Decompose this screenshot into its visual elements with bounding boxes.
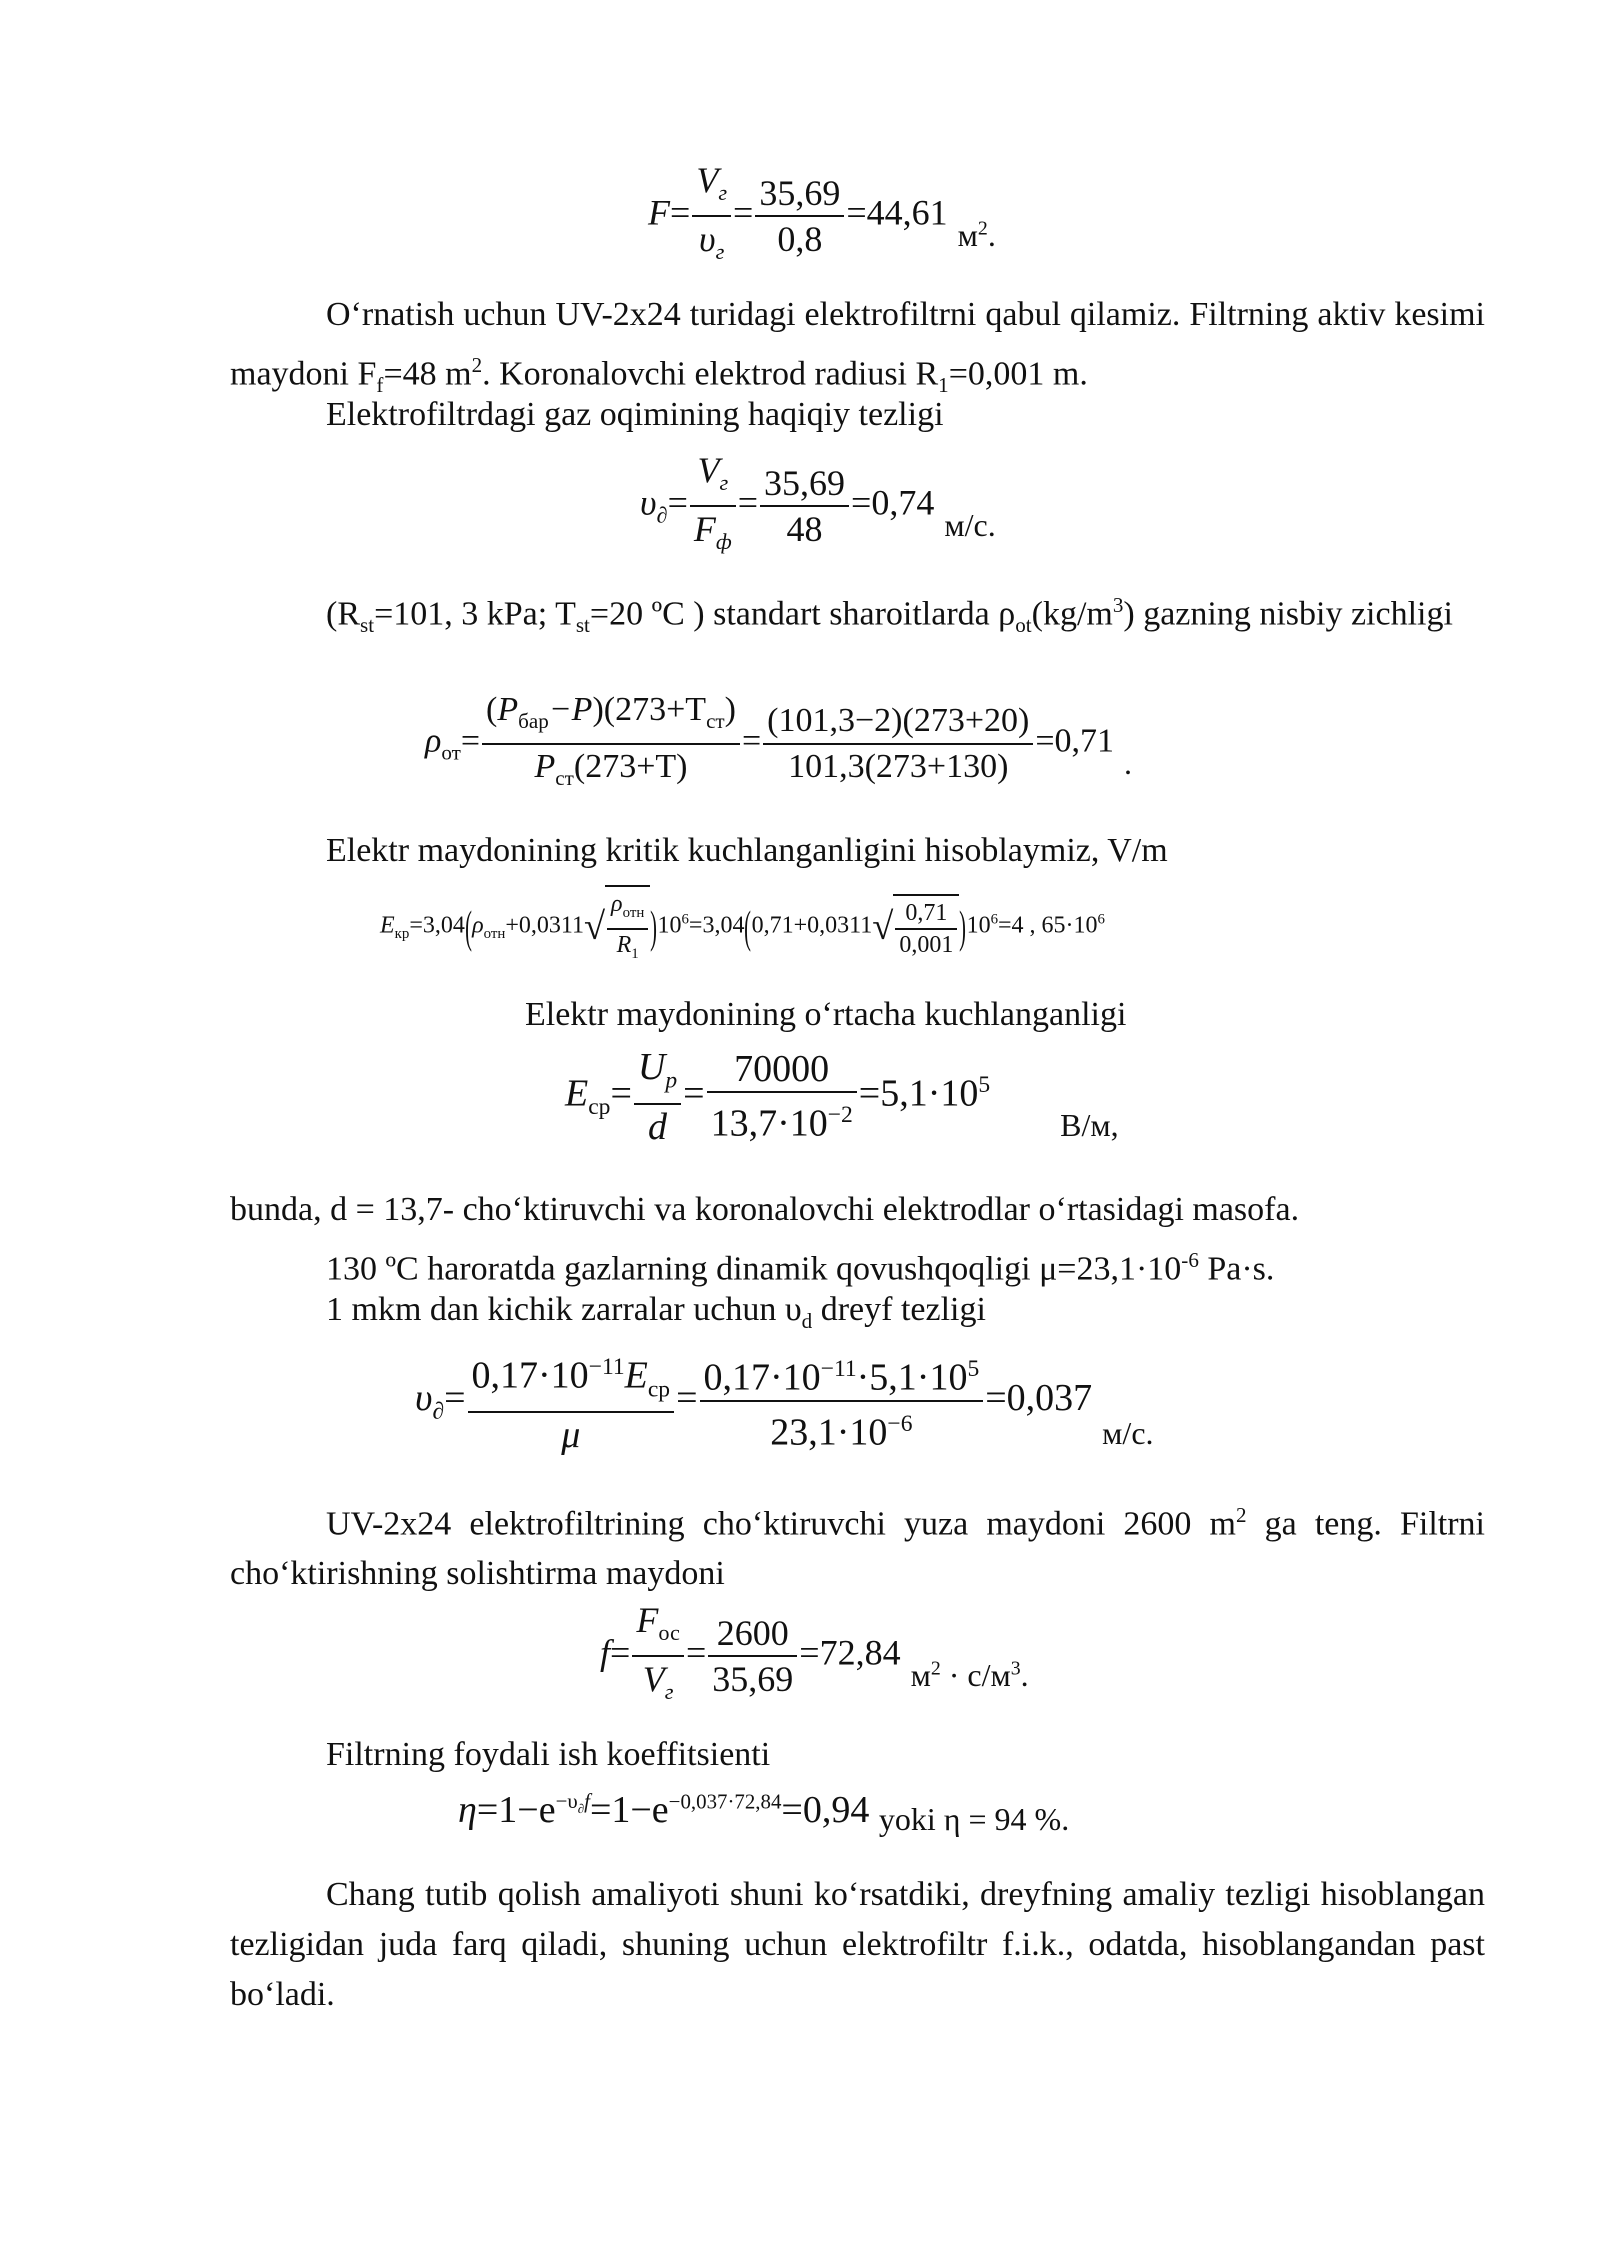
formula-critical-field: $E_{кр}=3,04(\rho_{отн}+0,0311√$ $\frac{\rho_{отн}}{R_1}$ )$10^6=3,04(0,71+0,0311√$ $\frac{0,71}{0,001}$ )$10^6=4$ , $65\cdot 10^6$ — [380, 885, 1105, 969]
formula-unit — [911, 1657, 1029, 1693]
text: =101, 3 kPa; T — [374, 595, 576, 633]
frac-num-value: 2600 — [708, 1611, 797, 1657]
formula-result: 72,84 — [819, 1632, 901, 1673]
text: 1 mkm dan kichik zarralar uchun υ — [326, 1291, 802, 1328]
plus-term: +0,0311 — [505, 912, 584, 939]
frac-den-value: 0,8 — [777, 219, 823, 260]
den-p-sub: ст — [555, 765, 574, 790]
rho-sub: отн — [483, 926, 506, 943]
paragraph-drift — [230, 1285, 1485, 1346]
frac-den-value: 35,69 — [712, 1659, 794, 1700]
frac-num-sup: −11 — [588, 1354, 625, 1380]
frac-den: F — [693, 509, 716, 550]
frac-den-sup: −2 — [827, 1102, 853, 1129]
formula-unit — [958, 217, 996, 253]
unit-sup: 3 — [1010, 1657, 1021, 1680]
frac-den: μ — [561, 1414, 581, 1457]
pow: 10 — [657, 912, 682, 939]
formula-density: $\rho_{от}=$ $\frac{(P_{бар}-P)(273+T_{ст})}{P_{ст}(273+T)}$ = $\frac{(101,3-2)(273+20)}{101,3(273+130)}$ =0,71. — [425, 688, 1132, 800]
text: Elektr maydonining o‘rtacha kuchlanganligi — [525, 996, 1127, 1033]
formula-result: 5,1·10 — [880, 1072, 979, 1115]
paragraph-average-field — [525, 990, 1225, 1040]
sub: d — [801, 1308, 813, 1333]
sub: st — [575, 613, 590, 638]
text: O‘rnatish uchun UV-2x24 turidagi elektrofiltrni qabul qilamiz. Filtrning aktiv kesimi maydoni F — [230, 296, 1485, 393]
frac-num: V — [696, 160, 719, 200]
formula-lhs: E — [565, 1072, 589, 1115]
formula-result: 0,71 — [1054, 722, 1115, 760]
formula-drift-velocity: $\upsilon_\partial=$ $\frac{0,17\cdot 10^{-11}E_{ср}}{\mu}$ = $\frac{0,17\cdot 10^{-11}\cdot 5,1\cdot 10^5}{23,1\cdot 10^{-6}}$ $=0,037_{м/с.}$ — [415, 1345, 1154, 1457]
frac-den-value: 48 — [786, 509, 823, 550]
frac-num: 0,17·10 — [471, 1354, 589, 1397]
formula-lhs-sub: от — [441, 740, 461, 765]
text: =0,001 m. — [948, 355, 1088, 393]
num-273: 273+T — [615, 691, 707, 728]
unit-rest: · с/м — [940, 1657, 1011, 1694]
paragraph-conclusion — [230, 1870, 1485, 2020]
formula-lhs-sub: кр — [394, 926, 410, 943]
formula-unit: м/с. — [1102, 1414, 1154, 1451]
text: Chang tutib qolish amaliyoti shuni ko‘rsatdiki, dreyfning amaliy tezligi hisoblangan tezligidan juda farq qiladi, shuning uchun elektrofiltr f.i.k., odatda, hisoblangandan past bo‘ladi. — [230, 1876, 1485, 2013]
formula-unit: м/с. — [944, 507, 996, 544]
sup: 3 — [1112, 593, 1124, 617]
frac-num-e: E — [624, 1354, 648, 1397]
sub: st — [360, 613, 375, 638]
formula-lhs: E — [380, 912, 395, 939]
text: ga teng. Filtrni cho‘ktirishning solishtirma maydoni — [230, 1505, 1485, 1593]
formula-lhs-sub: ∂ — [432, 1398, 445, 1425]
sqrt-num: ρ — [611, 891, 623, 917]
unit-end: . — [1020, 1657, 1029, 1694]
unit-sup: 2 — [930, 1657, 941, 1680]
exp-part: −υ — [555, 1789, 578, 1814]
frac-den-sub: г — [664, 1679, 674, 1705]
text: . Koronalovchi elektrod radiusi R — [482, 355, 939, 393]
formula-lhs-sub: ср — [588, 1094, 611, 1121]
frac-num: F — [636, 1600, 659, 1640]
text: 130 ºC haroratda gazlarning dinamik qovushqoqligi μ=23,1·10 — [326, 1250, 1182, 1288]
sup: 2 — [1235, 1503, 1247, 1527]
sqrt-num-sub: отн — [622, 904, 645, 921]
text: ) gazning nisbiy zichligi — [1123, 595, 1453, 633]
formula-lhs: F — [648, 192, 670, 233]
pow-sup: 6 — [681, 911, 689, 928]
frac-num-sub: р — [665, 1067, 678, 1094]
frac-num-sup: −11 — [820, 1356, 857, 1383]
sup: 2 — [471, 353, 483, 377]
unit-text: м — [957, 217, 978, 254]
frac-den: V — [642, 1659, 665, 1700]
formula-efficiency — [458, 1788, 1070, 1837]
text: bunda, d = 13,7- cho‘ktiruvchi va koronalovchi elektrodlar o‘rtasidagi masofa. — [230, 1191, 1300, 1228]
frac-num-e-sub: ср — [647, 1376, 671, 1403]
formula-average-field: $E_{ср}=$ $\frac{U_р}{d}$ = $\frac{70000}{13,7\cdot 10^{-2}}$ $=5,1\cdot 10^5_{В/м,}$ — [565, 1046, 1119, 1148]
pow-sup: 6 — [990, 911, 998, 928]
num-p: P — [497, 691, 519, 728]
formula-result: 44,61 — [866, 192, 948, 233]
frac-den-sup: −6 — [887, 1411, 913, 1438]
formula-lhs: υ — [415, 1376, 433, 1419]
formula-lhs: f — [600, 1632, 611, 1673]
text: dreyf tezligi — [812, 1291, 986, 1328]
frac-den-value: 13,7·10 — [710, 1103, 828, 1146]
text: Elektr maydonining kritik kuchlanganligini hisoblaymiz, V/m — [326, 832, 1168, 869]
paragraph-density — [230, 580, 1485, 650]
frac-num-sub: г — [718, 180, 728, 206]
exp-f: f — [584, 1789, 590, 1814]
formula-lhs: ρ — [425, 722, 442, 760]
num-p-sub: бар — [518, 708, 549, 733]
coef: 3,04 — [702, 912, 745, 939]
frac-num: V — [697, 450, 720, 490]
frac-num-value: 35,69 — [755, 171, 844, 217]
den-p: P — [534, 747, 556, 785]
formula-lhs: η — [458, 1789, 477, 1831]
num-minus: −P — [548, 691, 593, 728]
formula-end: . — [1124, 744, 1133, 781]
frac-num-value-b: ·5,1·10 — [856, 1357, 968, 1400]
text: Pa·s. — [1198, 1250, 1275, 1288]
sub: f — [376, 373, 384, 398]
eq-part: =1−e — [589, 1789, 669, 1831]
frac-num-value: 0,17·10 — [703, 1357, 821, 1400]
den-273: 273+T — [585, 747, 677, 785]
frac-num-sub: ос — [658, 1620, 680, 1646]
formula-lhs-sub: ∂ — [656, 502, 668, 528]
frac-num-sub: г — [719, 470, 729, 496]
frac-den-sub: ф — [715, 529, 732, 555]
sub: ot — [1015, 613, 1032, 638]
unit-end: . — [987, 217, 996, 254]
formula-result: 0,037 — [1006, 1376, 1093, 1419]
pow: 10 — [966, 912, 991, 939]
formula-unit: В/м, — [1060, 1106, 1119, 1143]
value-term: 0,71+0,0311 — [751, 912, 873, 939]
paragraph-collecting-area — [230, 1490, 1485, 1599]
formula-result: 4 , 65·10 — [1011, 912, 1098, 939]
exp-sub: ∂ — [577, 1801, 585, 1817]
result-sup: 5 — [978, 1071, 991, 1098]
formula-result: =0,94 — [781, 1789, 870, 1831]
sup: -6 — [1181, 1248, 1199, 1272]
paragraph-gas-velocity — [230, 390, 1485, 440]
sqrt-num-value: 0,71 — [895, 898, 957, 930]
unit-sup: 2 — [977, 217, 988, 240]
text: UV-2x24 elektrofiltrining cho‘ktiruvchi yuza maydoni 2600 m — [326, 1505, 1236, 1543]
text: (R — [326, 595, 360, 633]
text: =20 ºC ) standart sharoitlarda ρ — [589, 595, 1016, 633]
den2-b: 273+130 — [875, 747, 998, 785]
result-sup: 6 — [1097, 911, 1105, 928]
num-273-sub: ст — [706, 708, 725, 733]
frac-den-value: 23,1·10 — [770, 1411, 888, 1454]
text: Filtrning foydali ish koeffitsienti — [326, 1736, 771, 1773]
frac-num-value: 35,69 — [760, 461, 849, 507]
num2-a: 101,3−2 — [778, 701, 892, 739]
formula-lhs: υ — [640, 482, 657, 523]
formula-result: 0,74 — [871, 482, 935, 523]
frac-num: U — [637, 1046, 666, 1088]
text: (kg/m — [1031, 595, 1113, 633]
formula-tail: yoki η = 94 %. — [878, 1801, 1070, 1837]
paragraph-efficiency — [230, 1730, 1485, 1780]
exp-value: −0,037·72,84 — [668, 1789, 782, 1814]
paragraph-distance — [230, 1185, 1485, 1235]
sqrt-den-sub: 1 — [631, 945, 639, 962]
formula-specific-area: f= $\frac{F_{ос}}{V_г}$ = $\frac{2600}{35,69}$ $=72,84м^2 \cdot с/м^3$. — [600, 1600, 1029, 1705]
frac-den-sub: г — [715, 239, 725, 265]
sub: 1 — [938, 373, 949, 398]
rho: ρ — [472, 912, 484, 939]
frac-den: υ — [699, 219, 716, 260]
text: =48 m — [383, 355, 472, 393]
den2-a: 101,3 — [788, 747, 865, 785]
sqrt-den: R — [616, 931, 632, 958]
frac-num-sup-b: 5 — [967, 1356, 980, 1383]
paragraph-critical-field — [230, 826, 1485, 876]
formula-filter-area: F= $\frac{V_г}{\upsilon_г}$ = $\frac{35,69}{0,8}$ $=44,61м^2$. — [648, 160, 996, 265]
frac-num-value: 70000 — [707, 1047, 857, 1093]
coef: 3,04 — [422, 912, 465, 939]
frac-den: d — [648, 1105, 667, 1148]
num2-b: 273+20 — [913, 701, 1019, 739]
formula-gas-velocity: $\upsilon_\partial=$ $\frac{V_г}{F_ф}$ = $\frac{35,69}{48}$ =0,74м/с. — [640, 450, 996, 555]
unit-text: м — [910, 1657, 931, 1694]
sqrt-den-value: 0,001 — [899, 931, 954, 958]
eq-part: =1−e — [476, 1789, 556, 1831]
text: Elektrofiltrdagi gaz oqimining haqiqiy tezligi — [326, 396, 944, 433]
